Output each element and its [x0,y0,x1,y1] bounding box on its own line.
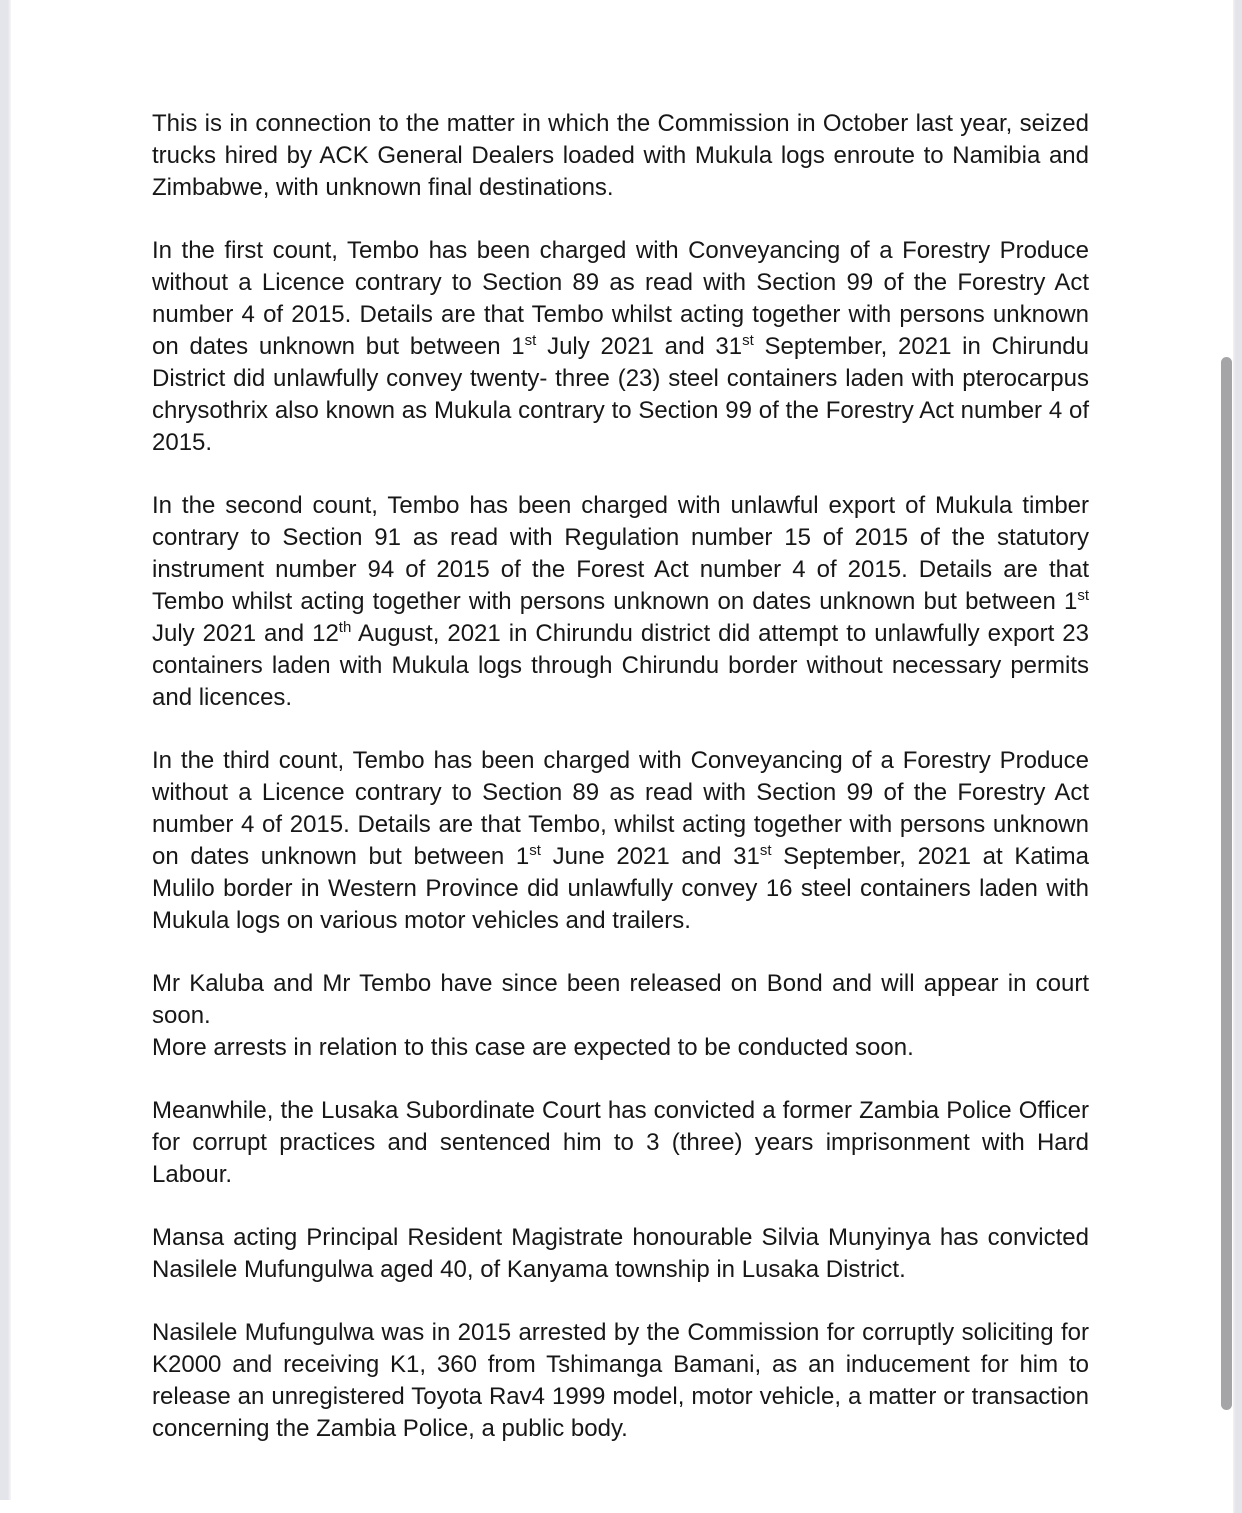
paragraph-text: In the third count, Tembo has been charged with Conveyancing of a Forestry Produce without a Licence contrary to Section 89 as read with Section 99 of the Forestry Act number 4 of 2015. Details are that Tembo, whilst acting together with persons unknown on dates unknown but between 1 [152,747,1089,870]
paragraph [152,490,1089,714]
document-body [152,108,1089,1476]
ordinal-superscript: st [524,332,537,349]
ordinal-superscript: st [759,842,772,859]
paragraph-text: July 2021 and 31 [536,333,743,360]
paragraph [152,1032,1089,1064]
paragraph-text: Meanwhile, the Lusaka Subordinate Court has convicted a former Zambia Police Officer for corrupt practices and sentenced him to 3 (three) years imprisonment with Hard Labour. [152,1097,1089,1188]
left-page-edge [0,0,11,1500]
scrollbar-thumb[interactable] [1221,357,1232,1410]
paragraph-text: Mr Kaluba and Mr Tembo have since been released on Bond and will appear in court soon. [152,970,1089,1029]
paragraph-text: More arrests in relation to this case are expected to be conducted soon. [152,1034,914,1061]
paragraph-text: In the second count, Tembo has been charged with unlawful export of Mukula timber contrary to Section 91 as read with Regulation number 15 of 2015 of the statutory instrument number 94 of 2015 of the Forest Act number 4 of 2015. Details are that Tembo whilst acting together with persons unknown on dates unknown but between 1 [152,492,1089,615]
paragraph [152,968,1089,1032]
ordinal-superscript: th [338,619,352,636]
paragraph-text: In the first count, Tembo has been charged with Conveyancing of a Forestry Produce without a Licence contrary to Section 89 as read with Section 99 of the Forestry Act number 4 of 2015. Details are that Tembo whilst acting together with persons unknown on dates unknown but between 1 [152,237,1089,360]
paragraph [152,1095,1089,1191]
paragraph [152,1317,1089,1445]
paragraph-text: August, 2021 in Chirundu district did attempt to unlawfully export 23 containers laden with Mukula logs through Chirundu border without necessary permits and licences. [152,620,1089,711]
ordinal-superscript: st [529,842,541,859]
paragraph-text: July 2021 and 12 [152,620,339,647]
paragraph-text: This is in connection to the matter in which the Commission in October last year, seized trucks hired by ACK General Dealers loaded with Mukula logs enroute to Namibia and Zimbabwe, with unknown final destinations. [152,110,1089,201]
paragraph-text: September, 2021 in Chirundu District did unlawfully convey twenty- three (23) steel containers laden with pterocarpus chrysothrix also known as Mukula contrary to Section 99 of the Forestry Act number 4 of 2015. [152,333,1089,456]
paragraph-text: June 2021 and 31 [540,843,760,870]
paragraph [152,1222,1089,1286]
paragraph-text: September, 2021 at Katima Mulilo border in Western Province did unlawfully convey 16 steel containers laden with Mukula logs on various motor vehicles and trailers. [152,843,1090,934]
ordinal-superscript: st [1077,587,1089,604]
paragraph-text: Mansa acting Principal Resident Magistrate honourable Silvia Munyinya has convicted Nasilele Mufungulwa aged 40, of Kanyama township in Lusaka District. [152,1224,1089,1283]
ordinal-superscript: st [742,332,754,349]
right-page-edge [1233,0,1242,1513]
paragraph [152,745,1089,937]
paragraph [152,108,1089,204]
paragraph-text: Nasilele Mufungulwa was in 2015 arrested by the Commission for corruptly soliciting for K2000 and receiving K1, 360 from Tshimanga Bamani, as an inducement for him to release an unregistered Toyota Rav4 1999 model, motor vehicle, a matter or transaction concerning the Zambia Police, a public body. [152,1319,1089,1442]
paragraph [152,235,1089,459]
